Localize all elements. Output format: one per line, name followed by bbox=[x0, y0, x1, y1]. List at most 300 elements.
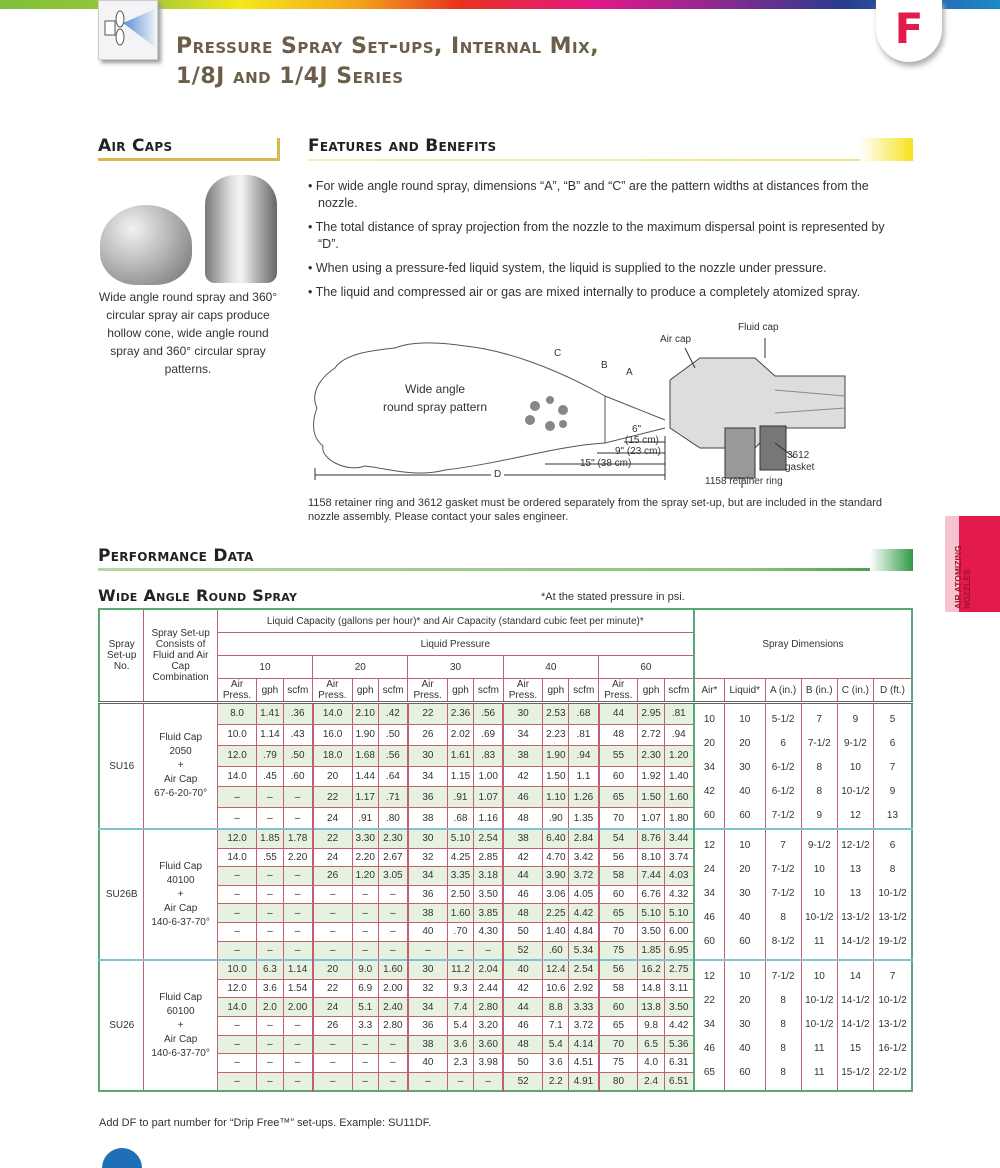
dimension-column bbox=[837, 960, 873, 1091]
section-badge-letter: F bbox=[894, 4, 924, 53]
dimension-value: 42 bbox=[703, 786, 715, 797]
dimension-value: 20 bbox=[739, 738, 751, 749]
dimension-value: 34 bbox=[703, 762, 715, 773]
dimension-column bbox=[765, 703, 801, 830]
table-cell: 5.1 bbox=[352, 998, 378, 1017]
table-cell: 60 bbox=[599, 766, 638, 787]
table-cell: 3.50 bbox=[664, 998, 694, 1017]
table-cell: 44 bbox=[503, 867, 542, 886]
table-cell: 22 bbox=[313, 787, 352, 808]
combination-line: + bbox=[177, 760, 184, 771]
dimension-value: 14-1/2 bbox=[841, 995, 870, 1007]
table-cell: 14.0 bbox=[217, 848, 256, 867]
dimension-column bbox=[724, 829, 765, 960]
feature-bullet: • When using a pressure-fed liquid system, the liquid is supplied to the nozzle under pressure. bbox=[308, 261, 827, 275]
table-cell: 1.68 bbox=[352, 745, 378, 766]
table-cell: 22 bbox=[313, 829, 352, 848]
table-cell: 5.10 bbox=[638, 904, 664, 923]
dimension-value: 8 bbox=[780, 995, 786, 1007]
dimension-column bbox=[873, 960, 912, 1091]
table-cell: 3.72 bbox=[569, 1016, 599, 1035]
dimension-value: 7 bbox=[889, 971, 896, 983]
air-caps-underline-tick bbox=[277, 138, 280, 161]
table-cell: – bbox=[378, 904, 408, 923]
dimension-value: 6 bbox=[780, 738, 786, 749]
dimension-value: 6 bbox=[889, 738, 896, 749]
table-cell: 30 bbox=[408, 745, 447, 766]
table-cell: – bbox=[313, 1035, 352, 1054]
feature-bullet: • The total distance of spray projection from the nozzle to the maximum dispersal point is represented by “D”. bbox=[308, 220, 885, 251]
combination-line: Fluid Cap bbox=[159, 860, 203, 872]
table-cell: 1.85 bbox=[257, 829, 283, 848]
table-cell: – bbox=[257, 922, 283, 941]
table-cell: 11.2 bbox=[447, 960, 473, 979]
table-cell: 16.0 bbox=[313, 724, 352, 745]
table-cell: 10.0 bbox=[217, 724, 256, 745]
table-cell: .83 bbox=[474, 745, 504, 766]
table-cell: – bbox=[378, 922, 408, 941]
table-cell: – bbox=[352, 941, 378, 960]
combination-line: Fluid Cap bbox=[159, 732, 203, 743]
col-spray-dimensions: Spray Dimensions bbox=[694, 609, 912, 679]
col-scfm: scfm bbox=[664, 679, 694, 703]
page-title bbox=[176, 32, 599, 92]
col-scfm: scfm bbox=[283, 679, 313, 703]
table-cell: – bbox=[447, 941, 473, 960]
table-cell: 22 bbox=[313, 979, 352, 998]
dimension-column bbox=[694, 829, 725, 960]
table-cell: – bbox=[217, 1016, 256, 1035]
table-cell: – bbox=[313, 922, 352, 941]
table-cell: – bbox=[283, 867, 313, 886]
combination-line: Air Cap bbox=[163, 774, 198, 785]
table-cell: 14.8 bbox=[638, 979, 664, 998]
dimension-value: 5 bbox=[889, 714, 896, 725]
dimension-value: 60 bbox=[739, 810, 751, 821]
dimension-value: 10 bbox=[813, 888, 825, 899]
pattern-label-2: round spray pattern bbox=[383, 400, 488, 414]
dimension-value: 60 bbox=[739, 936, 751, 947]
table-cell: 80 bbox=[599, 1072, 638, 1091]
table-cell: 1.50 bbox=[543, 766, 569, 787]
table-cell: .42 bbox=[378, 703, 408, 725]
table-cell: 44 bbox=[503, 998, 542, 1017]
col-capacity-header: Liquid Capacity (gallons per hour)* and Air Capacity (standard cubic feet per minute)* bbox=[217, 609, 693, 633]
table-cell: 50 bbox=[503, 1054, 542, 1073]
dimension-value: 11 bbox=[814, 936, 825, 947]
table-cell: – bbox=[352, 922, 378, 941]
combination-line: Fluid Cap bbox=[159, 991, 203, 1003]
dimension-value: 8 bbox=[816, 786, 823, 797]
col-air-press: Air Press. bbox=[217, 679, 256, 703]
table-cell: 1.14 bbox=[257, 724, 283, 745]
table-cell: 2.3 bbox=[447, 1054, 473, 1073]
table-cell: 4.25 bbox=[447, 848, 473, 867]
table-cell: – bbox=[352, 885, 378, 904]
dimension-value: 10 bbox=[739, 714, 751, 725]
table-cell: 2.67 bbox=[378, 848, 408, 867]
table-cell: 7.44 bbox=[638, 867, 664, 886]
table-cell: 6.31 bbox=[664, 1054, 694, 1073]
table-cell: – bbox=[283, 1016, 313, 1035]
table-cell: 52 bbox=[503, 941, 542, 960]
table-cell: 1.14 bbox=[283, 960, 313, 979]
dimension-value: 60 bbox=[703, 810, 715, 821]
table-cell: 2.95 bbox=[638, 703, 664, 725]
table-cell: .56 bbox=[474, 703, 504, 725]
table-cell: – bbox=[313, 885, 352, 904]
table-cell: 2.20 bbox=[352, 848, 378, 867]
section-badge bbox=[876, 0, 942, 62]
table-cell: .60 bbox=[543, 941, 569, 960]
table-cell: 1.90 bbox=[543, 745, 569, 766]
table-cell: 1.60 bbox=[378, 960, 408, 979]
dimension-value: 40 bbox=[739, 786, 751, 797]
table-cell: – bbox=[313, 1072, 352, 1091]
table-cell: – bbox=[378, 1035, 408, 1054]
table-cell: 3.42 bbox=[569, 848, 599, 867]
table-cell: 46 bbox=[503, 885, 542, 904]
table-cell: .91 bbox=[447, 787, 473, 808]
dimension-value: 9 bbox=[816, 810, 823, 821]
table-cell: – bbox=[257, 1035, 283, 1054]
table-subheading: Wide Angle Round Spray bbox=[98, 586, 298, 605]
table-cell: – bbox=[283, 941, 313, 960]
table-cell: .43 bbox=[283, 724, 313, 745]
table-cell: 4.32 bbox=[664, 885, 694, 904]
table-cell: 12.0 bbox=[217, 979, 256, 998]
table-cell: 2.0 bbox=[257, 998, 283, 1017]
table-cell: 48 bbox=[503, 808, 542, 829]
col-dim-4: C (in.) bbox=[837, 679, 873, 703]
retainer-label: 1158 retainer ring bbox=[705, 476, 783, 487]
col-air-press: Air Press. bbox=[599, 679, 638, 703]
dimension-value: 9-1/2 bbox=[807, 840, 831, 851]
setup-number: SU16 bbox=[99, 703, 144, 830]
table-cell: 1.85 bbox=[638, 941, 664, 960]
table-cell: 30 bbox=[408, 960, 447, 979]
dimension-column bbox=[837, 703, 873, 830]
air-caps-caption: Wide angle round spray and 360° circular spray air caps produce hollow cone, wide angle round spray and 360° circular spray patterns. bbox=[98, 290, 278, 376]
features-heading-accent bbox=[860, 138, 913, 161]
dimension-value: 14-1/2 bbox=[841, 1019, 870, 1031]
dimension-column bbox=[724, 960, 765, 1091]
table-cell: 3.35 bbox=[447, 867, 473, 886]
cap-combination bbox=[144, 829, 217, 960]
table-cell: 2.30 bbox=[378, 829, 408, 848]
table-cell: 38 bbox=[503, 745, 542, 766]
table-cell: .81 bbox=[569, 724, 599, 745]
dimension-value: 20 bbox=[703, 738, 715, 749]
table-cell: – bbox=[378, 941, 408, 960]
dimension-value: 10 bbox=[739, 971, 751, 983]
table-cell: 24 bbox=[313, 998, 352, 1017]
table-cell: 2.50 bbox=[447, 885, 473, 904]
table-cell: 4.03 bbox=[664, 867, 694, 886]
dimension-value: 34 bbox=[703, 1019, 715, 1031]
table-cell: 24 bbox=[313, 808, 352, 829]
table-cell: 32 bbox=[408, 848, 447, 867]
side-tab bbox=[945, 516, 1000, 612]
dimension-value: 8 bbox=[816, 762, 823, 773]
table-cell: – bbox=[257, 808, 283, 829]
dimension-value: 12 bbox=[849, 810, 861, 821]
table-cell: 58 bbox=[599, 867, 638, 886]
table-cell: .79 bbox=[257, 745, 283, 766]
table-cell: 1.10 bbox=[543, 787, 569, 808]
table-cell: 75 bbox=[599, 1054, 638, 1073]
dim-6in: 6" bbox=[632, 424, 642, 435]
table-cell: 48 bbox=[503, 1035, 542, 1054]
table-cell: 70 bbox=[599, 922, 638, 941]
dimension-value: 46 bbox=[703, 1043, 715, 1055]
dimension-value: 8 bbox=[780, 912, 786, 923]
dimension-value: 30 bbox=[739, 888, 751, 899]
combination-line: + bbox=[177, 888, 184, 900]
table-cell: 36 bbox=[408, 1016, 447, 1035]
table-cell: 1.20 bbox=[352, 867, 378, 886]
dimension-value: 10 bbox=[813, 864, 825, 875]
table-cell: – bbox=[283, 808, 313, 829]
side-tab-label: AIR ATOMIZING NOZZLES bbox=[953, 545, 972, 609]
table-cell: 3.50 bbox=[474, 885, 504, 904]
dimension-value: 7 bbox=[780, 840, 786, 851]
combination-line: 67-6-20-70° bbox=[154, 788, 208, 799]
dimension-value: 20 bbox=[739, 864, 751, 875]
table-cell: 2.36 bbox=[447, 703, 473, 725]
table-cell: 26 bbox=[313, 1016, 352, 1035]
dimension-value: 8 bbox=[780, 1019, 786, 1031]
table-cell: 4.05 bbox=[569, 885, 599, 904]
dim-9in: 9" (23 cm) bbox=[615, 446, 661, 457]
col-dim-1: Liquid* bbox=[724, 679, 765, 703]
combination-line: Air Cap bbox=[163, 902, 198, 914]
table-cell: 2.75 bbox=[664, 960, 694, 979]
table-cell: 44 bbox=[599, 703, 638, 725]
table-cell: 3.85 bbox=[474, 904, 504, 923]
table-cell: 5.4 bbox=[447, 1016, 473, 1035]
features-list bbox=[308, 178, 908, 308]
table-cell: 18.0 bbox=[313, 745, 352, 766]
table-cell: – bbox=[217, 1035, 256, 1054]
dimension-value: 15 bbox=[849, 1043, 861, 1055]
table-cell: 2.4 bbox=[638, 1072, 664, 1091]
dimension-value: 14-1/2 bbox=[841, 936, 870, 947]
table-cell: – bbox=[283, 922, 313, 941]
table-cell: 3.74 bbox=[664, 848, 694, 867]
table-cell: .64 bbox=[378, 766, 408, 787]
table-cell: – bbox=[257, 885, 283, 904]
table-row bbox=[99, 960, 912, 979]
combination-line: Air Cap bbox=[163, 1033, 198, 1045]
table-cell: 34 bbox=[408, 998, 447, 1017]
table-cell: 2.84 bbox=[569, 829, 599, 848]
dimension-value: 24 bbox=[703, 864, 715, 875]
col-scfm: scfm bbox=[474, 679, 504, 703]
table-cell: 6.9 bbox=[352, 979, 378, 998]
col-gph: gph bbox=[543, 679, 569, 703]
dimension-value: 22-1/2 bbox=[878, 1067, 907, 1079]
table-cell: 65 bbox=[599, 1016, 638, 1035]
table-cell: 1.54 bbox=[283, 979, 313, 998]
table-cell: 3.20 bbox=[474, 1016, 504, 1035]
table-cell: 1.07 bbox=[474, 787, 504, 808]
table-cell: – bbox=[474, 1072, 504, 1091]
table-cell: 34 bbox=[408, 867, 447, 886]
table-cell: 30 bbox=[503, 703, 542, 725]
dimension-value: 40 bbox=[739, 912, 751, 923]
table-cell: 54 bbox=[599, 829, 638, 848]
table-cell: 32 bbox=[408, 979, 447, 998]
table-cell: – bbox=[408, 941, 447, 960]
table-cell: 34 bbox=[408, 766, 447, 787]
dim-15in: 15" (38 cm) bbox=[580, 458, 632, 469]
dimension-column bbox=[724, 703, 765, 830]
dimension-value: 34 bbox=[703, 888, 715, 899]
table-cell: 8.8 bbox=[543, 998, 569, 1017]
table-cell: 12.4 bbox=[543, 960, 569, 979]
table-cell: 1.40 bbox=[543, 922, 569, 941]
dimension-value: 14 bbox=[849, 971, 861, 983]
dimension-value: 7-1/2 bbox=[807, 738, 831, 749]
table-cell: .81 bbox=[664, 703, 694, 725]
table-cell: 1.90 bbox=[352, 724, 378, 745]
table-cell: – bbox=[313, 904, 352, 923]
table-cell: 3.33 bbox=[569, 998, 599, 1017]
table-cell: 1.60 bbox=[664, 787, 694, 808]
dimension-value: 30 bbox=[739, 762, 751, 773]
table-cell: 3.05 bbox=[378, 867, 408, 886]
feature-bullet: • The liquid and compressed air or gas are mixed internally to produce a completely atomized spray. bbox=[308, 285, 861, 299]
table-cell: 6.40 bbox=[543, 829, 569, 848]
table-cell: 6.5 bbox=[638, 1035, 664, 1054]
dimension-column bbox=[873, 703, 912, 830]
table-cell: – bbox=[283, 787, 313, 808]
table-cell: 6.51 bbox=[664, 1072, 694, 1091]
table-cell: 6.00 bbox=[664, 922, 694, 941]
table-cell: 2.02 bbox=[447, 724, 473, 745]
air-caps-underline bbox=[98, 158, 278, 161]
table-cell: 5.10 bbox=[664, 904, 694, 923]
feature-bullet: • For wide angle round spray, dimensions “A”, “B” and “C” are the pattern widths at distances from the nozzle. bbox=[308, 179, 869, 210]
table-cell: – bbox=[313, 1054, 352, 1073]
dimension-column bbox=[694, 960, 725, 1091]
table-cell: – bbox=[257, 867, 283, 886]
table-cell: 1.1 bbox=[569, 766, 599, 787]
table-cell: 8.10 bbox=[638, 848, 664, 867]
table-cell: 2.2 bbox=[543, 1072, 569, 1091]
performance-underline bbox=[98, 568, 913, 571]
table-cell: .50 bbox=[378, 724, 408, 745]
dimension-value: 7-1/2 bbox=[771, 971, 795, 983]
table-cell: 3.98 bbox=[474, 1054, 504, 1073]
table-cell: – bbox=[257, 904, 283, 923]
table-cell: 1.20 bbox=[664, 745, 694, 766]
table-cell: 3.6 bbox=[257, 979, 283, 998]
table-cell: 46 bbox=[503, 787, 542, 808]
table-cell: 20 bbox=[313, 960, 352, 979]
table-cell: 12.0 bbox=[217, 745, 256, 766]
table-cell: 70 bbox=[599, 808, 638, 829]
table-cell: 56 bbox=[599, 960, 638, 979]
dimension-value: 10-1/2 bbox=[805, 995, 834, 1007]
dimension-value: 7 bbox=[816, 714, 823, 725]
dimension-value: 12-1/2 bbox=[841, 840, 870, 851]
dimension-value: 30 bbox=[739, 1019, 751, 1031]
dimension-value: 11 bbox=[814, 1067, 825, 1079]
col-gph: gph bbox=[352, 679, 378, 703]
table-cell: – bbox=[283, 1072, 313, 1091]
table-cell: 3.6 bbox=[543, 1054, 569, 1073]
table-cell: 22 bbox=[408, 703, 447, 725]
cap-combination bbox=[144, 703, 217, 830]
col-setup-no: Spray Set-up No. bbox=[99, 609, 144, 703]
dimension-value: 12 bbox=[703, 840, 715, 851]
diagram-note: 1158 retainer ring and 3612 gasket must be ordered separately from the spray set-up, but are included in the standard nozzle assembly. Please contact your sales engineer. bbox=[308, 497, 882, 523]
table-cell: 60 bbox=[599, 998, 638, 1017]
table-cell: 3.11 bbox=[664, 979, 694, 998]
table-cell: 36 bbox=[408, 787, 447, 808]
table-cell: 38 bbox=[408, 1035, 447, 1054]
dimension-value: 19-1/2 bbox=[878, 936, 907, 947]
dimension-column bbox=[801, 960, 837, 1091]
dimension-column bbox=[765, 829, 801, 960]
table-cell: 2.00 bbox=[283, 998, 313, 1017]
dimension-value: 13-1/2 bbox=[841, 912, 870, 923]
col-dim-3: B (in.) bbox=[801, 679, 837, 703]
table-cell: 9.0 bbox=[352, 960, 378, 979]
col-pressure-40: 40 bbox=[503, 656, 598, 679]
table-cell: 65 bbox=[599, 787, 638, 808]
table-cell: 2.44 bbox=[474, 979, 504, 998]
dimension-value: 13 bbox=[886, 810, 899, 821]
table-cell: – bbox=[313, 941, 352, 960]
table-cell: 38 bbox=[408, 808, 447, 829]
table-cell: 6.95 bbox=[664, 941, 694, 960]
table-cell: 6.76 bbox=[638, 885, 664, 904]
table-cell: – bbox=[378, 1054, 408, 1073]
performance-table bbox=[98, 608, 913, 1092]
dimension-value: 9 bbox=[889, 786, 896, 797]
table-cell: 48 bbox=[599, 724, 638, 745]
table-cell: 38 bbox=[408, 904, 447, 923]
col-dim-5: D (ft.) bbox=[873, 679, 912, 703]
table-cell: – bbox=[257, 787, 283, 808]
table-cell: 4.51 bbox=[569, 1054, 599, 1073]
table-cell: – bbox=[217, 904, 256, 923]
table-cell: .91 bbox=[352, 808, 378, 829]
table-cell: – bbox=[283, 1035, 313, 1054]
table-cell: – bbox=[257, 1072, 283, 1091]
table-cell: 1.92 bbox=[638, 766, 664, 787]
dimension-value: 60 bbox=[703, 936, 715, 947]
table-cell: – bbox=[352, 1054, 378, 1073]
gasket-label-1: 3612 bbox=[787, 450, 810, 461]
dimension-value: 11 bbox=[814, 1043, 825, 1055]
dimension-value: 10-1/2 bbox=[841, 786, 870, 797]
drip-free-note: Add DF to part number for “Drip Free™” set-ups. Example: SU11DF. bbox=[99, 1117, 432, 1129]
col-gph: gph bbox=[257, 679, 283, 703]
table-cell: 12.0 bbox=[217, 829, 256, 848]
label-c: C bbox=[554, 348, 562, 359]
table-cell: 1.26 bbox=[569, 787, 599, 808]
table-cell: 3.06 bbox=[543, 885, 569, 904]
logo-partial bbox=[102, 1148, 142, 1168]
table-cell: 1.16 bbox=[474, 808, 504, 829]
dim-15cm: (15 cm) bbox=[625, 435, 659, 446]
dimension-value: 13 bbox=[849, 888, 861, 899]
table-cell: 30 bbox=[408, 829, 447, 848]
